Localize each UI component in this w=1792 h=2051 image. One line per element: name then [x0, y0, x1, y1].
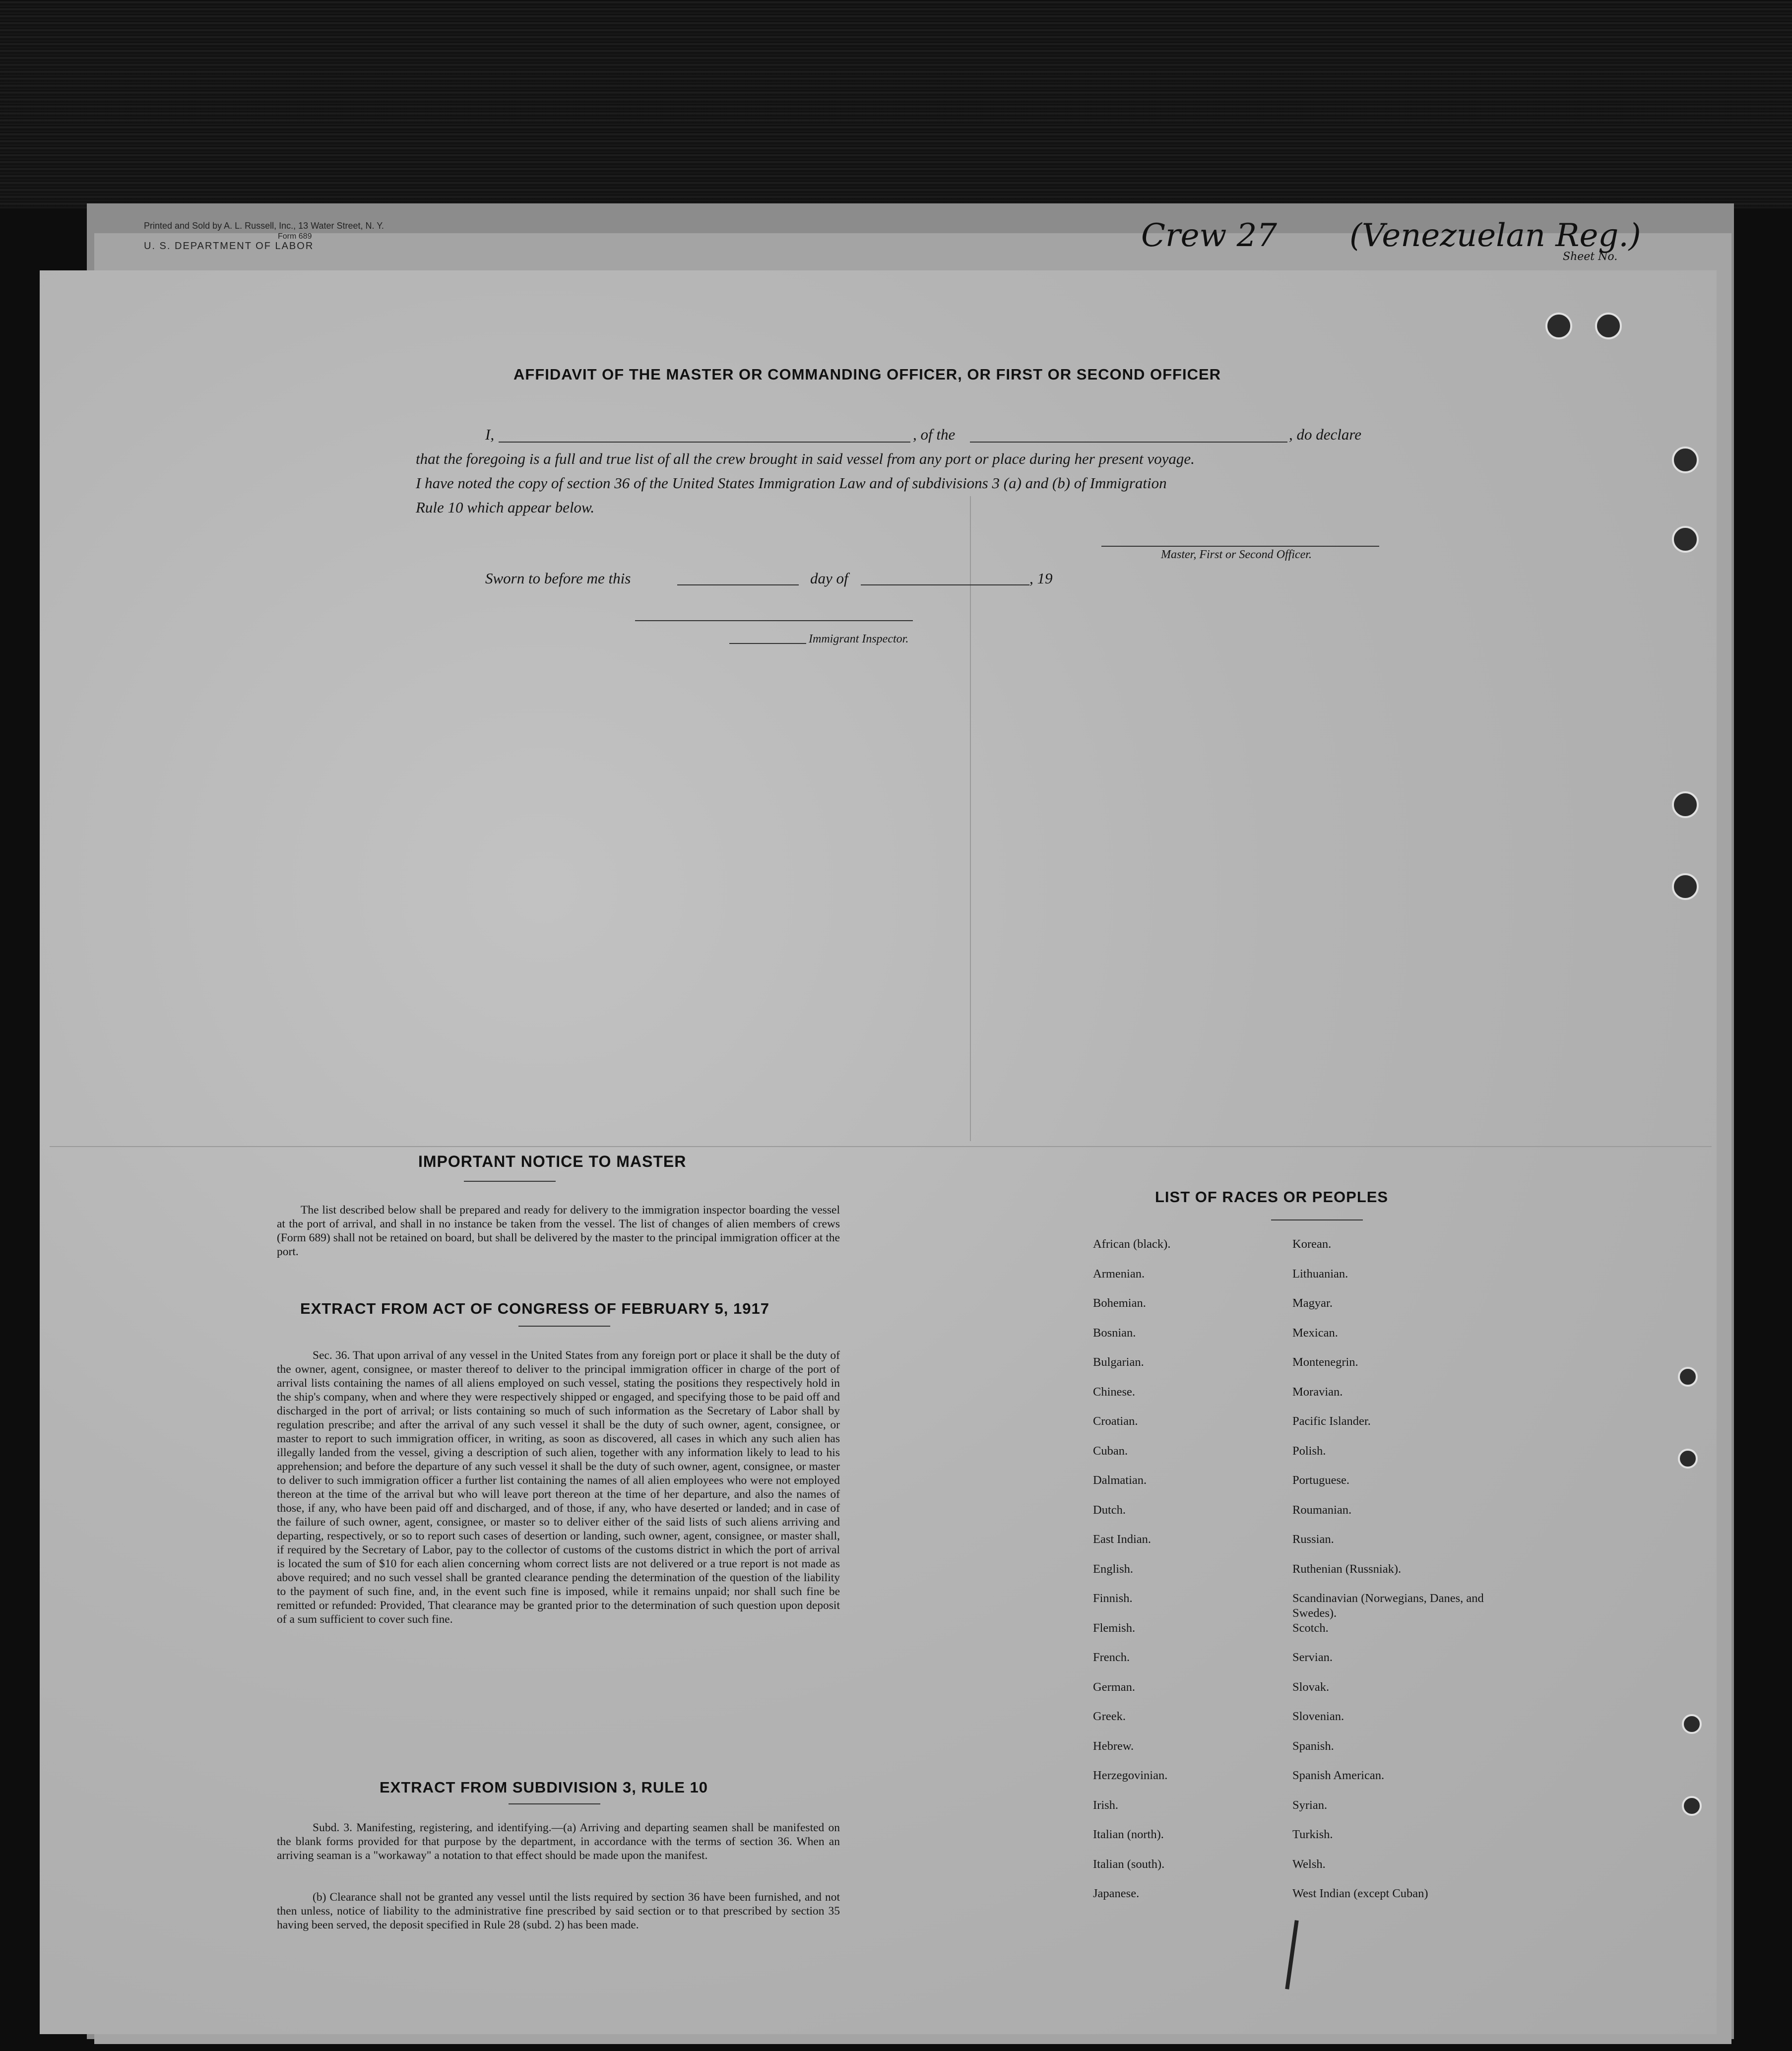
race-entry: Croatian.: [1093, 1414, 1138, 1428]
notice-rule: [464, 1181, 556, 1182]
sworn-label: Sworn to before me this: [485, 570, 631, 587]
race-entry: German.: [1093, 1680, 1136, 1694]
race-entry: Dutch.: [1093, 1503, 1126, 1517]
act-rule: [518, 1326, 610, 1327]
race-entry: Moravian.: [1292, 1385, 1343, 1399]
sheet-number-label: Sheet No.: [1563, 251, 1618, 263]
printer-credit: Printed and Sold by A. L. Russell, Inc., 13 Water Street, N. Y.: [144, 221, 384, 231]
race-entry: Lithuanian.: [1292, 1267, 1348, 1281]
race-entry: Cuban.: [1093, 1444, 1128, 1458]
notice-title: IMPORTANT NOTICE TO MASTER: [418, 1153, 687, 1170]
fold-crease-vertical: [970, 496, 971, 1141]
affidavit-line-3: Rule 10 which appear below.: [416, 499, 595, 516]
day-of-label: day of: [810, 570, 848, 587]
act-title: EXTRACT FROM ACT OF CONGRESS OF FEBRUARY 5, 1917: [300, 1300, 769, 1317]
race-entry: Turkish.: [1292, 1828, 1333, 1841]
race-entry: Slovenian.: [1292, 1710, 1344, 1723]
race-entry: Bosnian.: [1093, 1326, 1136, 1340]
punch-hole-icon: [1545, 313, 1572, 339]
race-entry: Roumanian.: [1292, 1503, 1352, 1517]
race-entry: Russian.: [1292, 1533, 1334, 1546]
rule-title: EXTRACT FROM SUBDIVISION 3, RULE 10: [380, 1779, 708, 1796]
master-signature-blank[interactable]: [1101, 546, 1379, 547]
affidavit-line-1: that the foregoing is a full and true list of all the crew brought in said vessel from any port or place during her present voyage.: [416, 450, 1195, 467]
races-list-left: [1093, 1237, 1281, 1916]
race-entry: Montenegrin.: [1292, 1355, 1358, 1369]
punch-hole-icon: [1672, 791, 1699, 818]
race-entry: Hebrew.: [1093, 1739, 1134, 1753]
punch-hole-icon: [1678, 1449, 1698, 1469]
race-entry: Scandinavian (Norwegians, Danes, and Swedes).: [1292, 1592, 1484, 1620]
race-entry: Ruthenian (Russniak).: [1292, 1562, 1402, 1576]
rule-divider: [509, 1803, 600, 1804]
races-list-right: [1292, 1237, 1501, 1916]
race-entry: Armenian.: [1093, 1267, 1145, 1281]
race-entry: French.: [1093, 1651, 1130, 1664]
punch-hole-icon: [1672, 447, 1699, 473]
handwritten-crew-note: Crew 27: [1141, 217, 1277, 254]
inspector-label: Immigrant Inspector.: [809, 633, 909, 645]
race-entry: Greek.: [1093, 1710, 1126, 1723]
rule-text-b: (b) Clearance shall not be granted any vessel until the lists required by section 36 have been furnished, and not then unless, notice of liability to the administrative fine prescribed by said section or to that prescribed by section 35 having been served, the deposit specified in Rule 28 (subd. 2) has been made.: [277, 1891, 840, 1931]
race-entry: Scotch.: [1292, 1621, 1329, 1635]
race-entry: Herzegovinian.: [1093, 1769, 1168, 1782]
race-entry: Bulgarian.: [1093, 1355, 1144, 1369]
master-signature-label: Master, First or Second Officer.: [1161, 548, 1312, 561]
race-entry: West Indian (except Cuban): [1292, 1887, 1428, 1900]
sworn-month-blank[interactable]: [861, 584, 1029, 585]
races-title: LIST OF RACES OR PEOPLES: [1155, 1188, 1389, 1206]
department-label: U. S. DEPARTMENT OF LABOR: [144, 241, 314, 252]
handwritten-registry-note: (Venezuelan Reg.): [1349, 217, 1641, 254]
form-number: Form 689: [278, 232, 312, 241]
rule-text-a: Subd. 3. Manifesting, registering, and identifying.—(a) Arriving and departing seamen shall be manifested on the blank forms provided for that purpose by the department, in accordance with the terms of section 36. When an arriving seaman is a "workaway" a notation to that effect should be made upon the manifest.: [277, 1821, 840, 1862]
affidavit-title: AFFIDAVIT OF THE MASTER OR COMMANDING OFFICER, OR FIRST OR SECOND OFFICER: [513, 366, 1221, 383]
race-entry: Spanish.: [1292, 1739, 1334, 1753]
notice-text: The list described below shall be prepared and ready for delivery to the immigration inspector boarding the vessel at the port of arrival, and shall in no instance be taken from the vessel. The list of changes of alien members of crews (Form 689) shall not be retained on board, but shall be delivered by the master to the principal immigration officer at the port.: [277, 1204, 840, 1258]
race-entry: Irish.: [1093, 1798, 1119, 1812]
race-entry: African (black).: [1093, 1237, 1171, 1251]
act-text: Sec. 36. That upon arrival of any vessel in the United States from any foreign port or place it shall be the duty of the owner, agent, consignee, or master thereof to deliver to the principal immigration officer in charge of the port of arrival lists containing the names of all aliens employed on such vessel, stating the positions they respectively hold in the ship's company, when and where they were respectively shipped or engaged, and specifying those to be paid off and discharged in the port of arrival; or lists containing so much of such information as the Secretary of Labor shall by regulation prescribe; and after the arrival of any such vessel it shall be the duty of such owner, agent, consignee, or master to report to such immigration officer, in writing, as soon as discovered, all cases in which any such alien has illegally landed from the vessel, giving a description of such alien, together with any information likely to lead to his apprehension; and before the departure of any such vessel it shall be the duty of such owner, agent, consignee, or master to deliver to such immigration officer a further list containing the names of all alien employees who were not employed thereon at the time of the arrival but who will leave port thereon at the time of her departure, and also the names of those, if any, who have been paid off and discharged, and of those, if any, who have deserted or landed; and in case of the failure of such owner, agent, consignee, or master so to deliver either of the said lists of such aliens arriving and departing, respectively, or so to report such cases of desertion or landing, such owner, agent, consignee, or master shall, if required by the Secretary of Labor, pay to the collector of customs of the customs district in which the port of arrival is located the sum of $10 for each alien concerning whom correct lists are not delivered or a true report is not made as above required; and no such vessel shall be granted clearance pending the determination of the question of the liability to the payment of such fine, and, in the event such fine is imposed, while it remains unpaid; nor shall such fine be remitted or refunded: Provided, That clearance may be granted prior to the determination of such question upon deposit of a sum sufficient to cover such fine.: [277, 1349, 840, 1626]
affidavit-of-the: , of the: [913, 426, 956, 443]
race-entry: Servian.: [1292, 1651, 1333, 1664]
scan-background: [0, 0, 1792, 208]
punch-hole-icon: [1595, 313, 1622, 339]
races-rule: [1271, 1219, 1363, 1220]
affidavit-i-label: I,: [485, 426, 495, 443]
race-entry: English.: [1093, 1562, 1133, 1576]
race-entry: Welsh.: [1292, 1857, 1326, 1871]
punch-hole-icon: [1672, 526, 1699, 553]
race-entry: Korean.: [1292, 1237, 1332, 1251]
race-entry: Syrian.: [1292, 1798, 1328, 1812]
punch-hole-icon: [1682, 1796, 1702, 1816]
race-entry: Italian (south).: [1093, 1857, 1165, 1871]
race-entry: Flemish.: [1093, 1621, 1136, 1635]
inspector-short-line: [729, 643, 806, 644]
race-entry: Chinese.: [1093, 1385, 1136, 1399]
race-entry: Italian (north).: [1093, 1828, 1164, 1841]
race-entry: Pacific Islander.: [1292, 1414, 1371, 1428]
race-entry: Dalmatian.: [1093, 1474, 1147, 1487]
race-entry: East Indian.: [1093, 1533, 1152, 1546]
race-entry: Bohemian.: [1093, 1296, 1146, 1310]
race-entry: Finnish.: [1093, 1592, 1133, 1605]
sworn-day-blank[interactable]: [677, 584, 799, 585]
inspector-signature-blank[interactable]: [635, 620, 913, 621]
race-entry: Portuguese.: [1292, 1474, 1349, 1487]
punch-hole-icon: [1672, 873, 1699, 900]
name-blank[interactable]: [499, 442, 910, 443]
vessel-blank[interactable]: [970, 442, 1287, 443]
affidavit-line-2: I have noted the copy of section 36 of the United States Immigration Law and of subdivisions 3 (a) and (b) of Immigration: [416, 474, 1167, 492]
race-entry: Japanese.: [1093, 1887, 1140, 1900]
race-entry: Mexican.: [1292, 1326, 1338, 1340]
punch-hole-icon: [1682, 1714, 1702, 1734]
punch-hole-icon: [1678, 1367, 1698, 1387]
race-entry: Slovak.: [1292, 1680, 1330, 1694]
race-entry: Magyar.: [1292, 1296, 1333, 1310]
race-entry: Polish.: [1292, 1444, 1326, 1458]
year-label: , 19: [1029, 570, 1053, 587]
race-entry: Spanish American.: [1292, 1769, 1385, 1782]
affidavit-do-declare: , do declare: [1289, 426, 1362, 443]
fold-crease-horizontal: [50, 1146, 1712, 1147]
